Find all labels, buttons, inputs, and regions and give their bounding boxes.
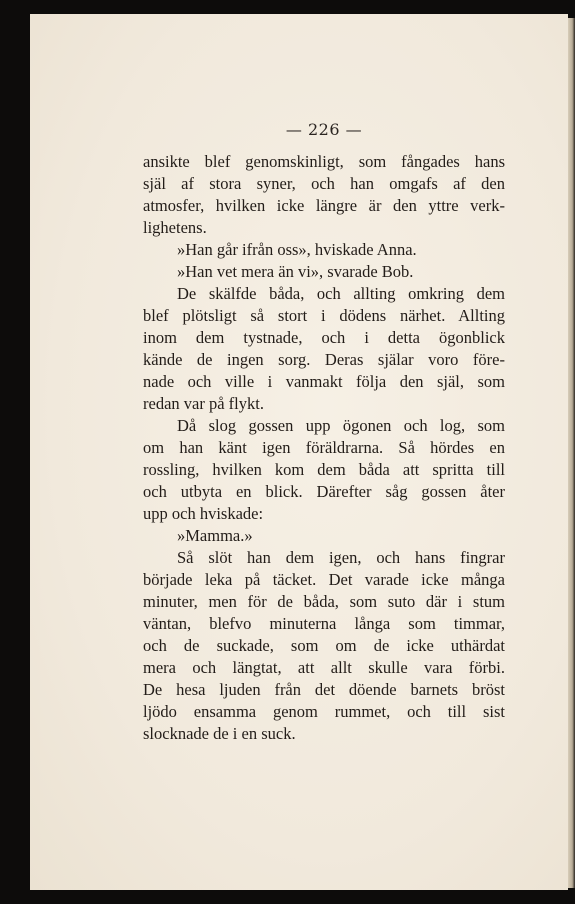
text-line: ljödo ensamma genom rummet, och till sist (143, 702, 505, 721)
text-line: »Han går ifrån oss», hviskade Anna. (177, 240, 417, 259)
text-line: blef plötsligt så stort i dödens närhet. Allting (143, 306, 505, 325)
text-line: började leka på täcket. Det varade icke många (143, 570, 505, 589)
body-text (143, 151, 505, 745)
text-line: själ af stora syner, och han omgafs af den (143, 174, 505, 193)
text-line: slocknade de i en suck. (143, 724, 296, 743)
text-line: och de suckade, som om de icke uthärdat (143, 636, 505, 655)
text-line: atmosfer, hvilken icke längre är den yttre verk- (143, 196, 505, 215)
text-line: ansikte blef genomskinligt, som fångades hans (143, 152, 505, 171)
text-line: De skälfde båda, och allting omkring dem (177, 284, 505, 303)
text-line: redan var på flykt. (143, 394, 264, 413)
text-line: rossling, hvilken kom dem båda att spritta till (143, 460, 505, 479)
text-line: De hesa ljuden från det döende barnets bröst (143, 680, 505, 699)
text-line: kände de ingen sorg. Deras själar voro före- (143, 350, 505, 369)
text-line: väntan, blefvo minuterna långa som timmar, (143, 614, 505, 633)
text-line: nade och ville i vanmakt följa den själ, som (143, 372, 505, 391)
text-line: »Mamma.» (177, 526, 253, 545)
text-line: mera och längtat, att allt skulle vara förbi. (143, 658, 505, 677)
text-line: upp och hviskade: (143, 504, 264, 523)
text-line: »Han vet mera än vi», svarade Bob. (177, 262, 414, 281)
text-line: Så slöt han dem igen, och hans fingrar (177, 548, 505, 567)
text-line: och utbyta en blick. Därefter såg gossen åter (143, 482, 505, 501)
text-line: om han känt igen föräldrarna. Så hördes en (143, 438, 505, 457)
page-edge (568, 18, 575, 888)
text-line: Då slog gossen upp ögonen och log, som (177, 416, 505, 435)
page-number: — 226 — (285, 120, 363, 139)
text-line: inom dem tystnade, och i detta ögonblick (143, 328, 505, 347)
text-line: minuter, men för de båda, som suto där i stum (143, 592, 505, 611)
text-line: lighetens. (143, 218, 207, 237)
